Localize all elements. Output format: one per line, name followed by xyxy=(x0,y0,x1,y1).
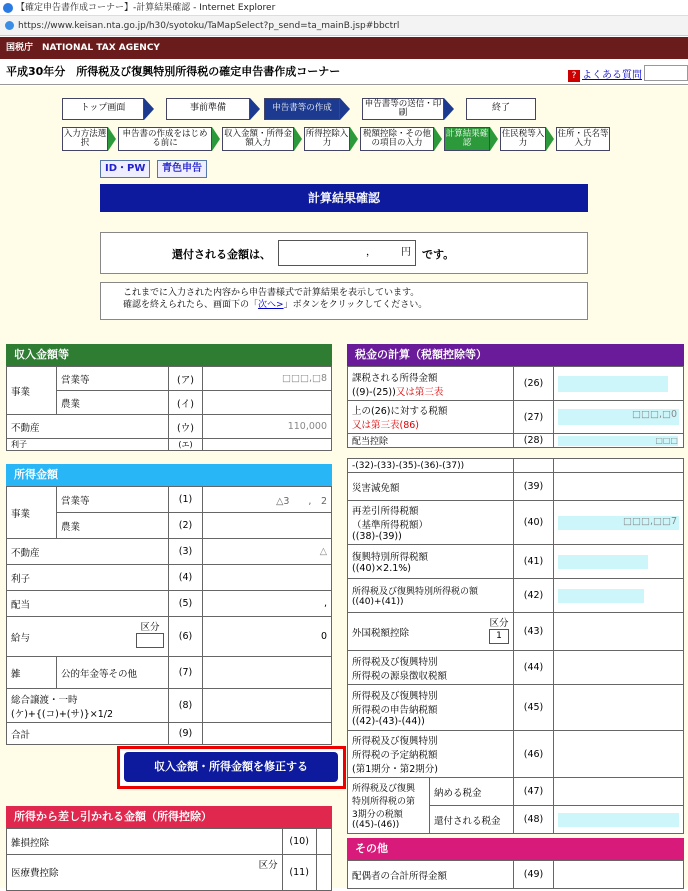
note-text: 確認を終えられたら、画面下の「 xyxy=(123,299,259,310)
kubun-label: 区分 xyxy=(489,618,509,629)
table-cell: (ウ) xyxy=(169,415,203,439)
table-cell: 配当控除 xyxy=(348,434,514,448)
value-highlight xyxy=(558,813,679,827)
table-row xyxy=(7,855,332,891)
note-line2 xyxy=(123,300,587,312)
table-row xyxy=(7,591,332,617)
table-cell: 農業 xyxy=(57,513,169,539)
instruction-note xyxy=(100,282,588,320)
table-cell xyxy=(7,617,169,657)
step-prepare[interactable] xyxy=(166,98,250,120)
table-cell: (9) xyxy=(169,723,203,745)
table-cell: (10) xyxy=(282,829,316,855)
step-arrow-icon xyxy=(444,98,454,120)
table-row xyxy=(348,401,684,434)
table-row xyxy=(348,434,684,448)
table-cell: 所得税及び復興特別 所得税の予定納税額 (第1期分・第2期分) xyxy=(348,731,514,778)
value-cell xyxy=(203,513,332,539)
kubun-label: 区分 xyxy=(140,622,160,633)
value-cell xyxy=(554,651,684,685)
substep-input-method[interactable] xyxy=(62,127,108,151)
kubun-label: 区分 xyxy=(258,860,278,871)
value-cell xyxy=(554,778,684,806)
table-cell: -(32)-(33)-(35)-(36)-(37)) xyxy=(348,459,514,473)
substep-resident-tax[interactable] xyxy=(500,127,546,151)
blue-return-badge[interactable]: 青色申告 xyxy=(157,160,207,178)
row-label: ((9)-(25)) xyxy=(352,386,396,398)
table-row xyxy=(7,539,332,565)
tax-table-final xyxy=(347,777,684,834)
table-cell: 所得税及び復興特別 所得税の申告納税額 ((42)-(43)-(44)) xyxy=(348,685,514,731)
table-cell: 不動産 xyxy=(7,415,169,439)
table-cell: 雑 xyxy=(7,657,57,689)
value-cell xyxy=(203,565,332,591)
substep-label: 収入金額・所得金額入力 xyxy=(223,128,292,148)
table-cell: 還付される税金 xyxy=(430,806,514,834)
table-row xyxy=(7,439,332,451)
table-cell: 総合譲渡・一時 (ケ)+{(コ)+(サ)}×1/2 xyxy=(7,689,169,723)
faq-link[interactable] xyxy=(568,66,642,82)
step-label: 事前準備 xyxy=(189,103,226,114)
row-label: 外国税額控除 xyxy=(352,627,410,639)
table-cell: (43) xyxy=(514,613,554,651)
help-icon: ? xyxy=(568,70,580,82)
row-label: 給与 xyxy=(11,632,31,644)
table-cell: 営業等 xyxy=(57,367,169,391)
table-cell: (2) xyxy=(169,513,203,539)
income-section xyxy=(6,344,332,451)
value-cell xyxy=(554,731,684,778)
kubun-group xyxy=(136,619,164,651)
table-row xyxy=(7,617,332,657)
tax-section-cont xyxy=(347,458,684,834)
substep-label: 申告書の作成をはじめる前に xyxy=(122,128,208,148)
table-cell: (42) xyxy=(514,579,554,613)
window-titlebar xyxy=(0,0,688,16)
table-row xyxy=(348,579,684,613)
table-cell: (エ) xyxy=(169,439,203,451)
substep-address-name[interactable] xyxy=(556,127,610,151)
step-arrow-icon xyxy=(250,98,260,120)
value-cell: , xyxy=(203,591,332,617)
table-cell: (41) xyxy=(514,545,554,579)
table-cell: (27) xyxy=(514,401,554,434)
table-row xyxy=(348,501,684,545)
value-cell: 0 xyxy=(203,617,332,657)
fix-income-button[interactable]: 収入金額・所得金額を修正する xyxy=(124,752,338,782)
table-cell: 合計 xyxy=(7,723,169,745)
substep-arrow-icon xyxy=(490,127,498,151)
table-cell: 事業 xyxy=(7,487,57,539)
row-label: 医療費控除 xyxy=(11,868,59,879)
table-row xyxy=(348,861,684,889)
step-label: トップ画面 xyxy=(80,103,126,114)
substep-arrow-icon xyxy=(546,127,554,151)
substep-arrow-icon xyxy=(294,127,302,151)
table-row xyxy=(7,487,332,513)
note-text: 」ボタンをクリックしてください。 xyxy=(283,299,428,310)
table-cell: 災害減免額 xyxy=(348,473,514,501)
agency-logo: 国税庁 NATIONAL TAX AGENCY xyxy=(6,43,160,53)
substep-label: 計算結果確認 xyxy=(445,128,489,148)
shotoku-header: 所得金額 xyxy=(6,464,332,486)
deduction-section xyxy=(6,806,332,891)
substep-label: 税額控除・その他の項目の入力 xyxy=(362,128,431,148)
value-cell xyxy=(203,391,332,415)
value-highlight: □□□ xyxy=(558,436,678,446)
deduction-table xyxy=(6,828,332,891)
row-label-red: 又は第三表(86) xyxy=(352,420,420,431)
value-cell xyxy=(554,367,684,401)
substep-tax-credit-input[interactable] xyxy=(360,127,434,151)
table-cell: (26) xyxy=(514,367,554,401)
table-cell: (40) xyxy=(514,501,554,545)
table-row xyxy=(7,689,332,723)
value-highlight: □□□,□□7 xyxy=(558,516,679,530)
table-cell: (48) xyxy=(514,806,554,834)
table-cell xyxy=(7,855,283,891)
table-cell xyxy=(514,459,554,473)
substep-label: 入力方法選択 xyxy=(63,128,107,148)
table-row xyxy=(348,459,684,473)
idpw-badge[interactable]: ID・PW xyxy=(100,160,150,178)
value-cell xyxy=(554,401,684,434)
table-row xyxy=(7,829,332,855)
other-header: その他 xyxy=(347,838,684,860)
value-cell xyxy=(554,613,684,651)
table-cell: 納める税金 xyxy=(430,778,514,806)
substep-label: 住民税等入力 xyxy=(501,128,545,148)
kubun-field[interactable]: 1 xyxy=(489,629,509,644)
row-label: 課税される所得金額 xyxy=(352,372,438,384)
table-cell: 農業 xyxy=(57,391,169,415)
step-label: 申告書等の送信・印刷 xyxy=(364,98,442,118)
table-cell: (8) xyxy=(169,689,203,723)
value-highlight: □□□,□0 xyxy=(558,409,679,425)
tax-header: 税金の計算（税額控除等） xyxy=(347,344,684,366)
address-bar[interactable] xyxy=(0,16,688,36)
value-highlight xyxy=(558,376,668,392)
income-header: 収入金額等 xyxy=(6,344,332,366)
table-row xyxy=(7,367,332,391)
substep-nav xyxy=(62,127,610,151)
table-row xyxy=(7,565,332,591)
table-cell: (3) xyxy=(169,539,203,565)
substep-label: 所得控除入力 xyxy=(305,128,349,148)
table-row xyxy=(7,657,332,689)
other-table xyxy=(347,860,684,889)
table-row xyxy=(348,613,684,651)
table-cell: (イ) xyxy=(169,391,203,415)
substep-arrow-icon xyxy=(212,127,220,151)
faq-label[interactable]: よくある質問 xyxy=(582,70,642,81)
step-arrow-icon xyxy=(144,98,154,120)
calc-title: 計算結果確認 xyxy=(100,184,588,212)
table-cell: 配偶者の合計所得金額 xyxy=(348,861,514,889)
step-nav xyxy=(62,98,536,120)
value-cell xyxy=(554,806,684,834)
value-cell xyxy=(554,545,684,579)
note-line1: これまでに入力された内容から申告書様式で計算結果を表示しています。 xyxy=(123,288,420,298)
value-cell xyxy=(554,685,684,731)
value-cell xyxy=(203,689,332,723)
table-cell: (46) xyxy=(514,731,554,778)
table-cell: (47) xyxy=(514,778,554,806)
table-cell: (45) xyxy=(514,685,554,731)
value-cell xyxy=(203,723,332,745)
ie-icon xyxy=(3,3,13,13)
table-cell: (28) xyxy=(514,434,554,448)
table-row xyxy=(348,545,684,579)
value-cell: △3 , 2 xyxy=(203,487,332,513)
table-cell: 所得税及び復興特別 所得税の源泉徴収税額 xyxy=(348,651,514,685)
value-highlight xyxy=(558,555,648,569)
income-table xyxy=(6,366,332,451)
value-cell: 110,000 xyxy=(203,415,332,439)
row-label-red: 又は第三表 xyxy=(395,386,444,398)
table-cell: 利子 xyxy=(7,565,169,591)
table-row xyxy=(7,415,332,439)
address-url[interactable]: https://www.keisan.nta.go.jp/h30/syotoku/TaMapSelect?p_send=ta_mainB.jsp#bbctrl xyxy=(18,21,400,31)
row-label: 上の(26)に対する税額 xyxy=(352,406,448,417)
value-cell xyxy=(554,861,684,889)
value-cell xyxy=(203,657,332,689)
substep-arrow-icon xyxy=(350,127,358,151)
step-label: 終了 xyxy=(491,103,510,114)
table-cell: (7) xyxy=(169,657,203,689)
next-link[interactable]: 次へ> xyxy=(258,299,284,310)
tax-section xyxy=(347,344,684,448)
refund-suffix: です。 xyxy=(422,248,455,261)
window-title: 【確定申告書作成コーナー】-計算結果確認 - Internet Explorer xyxy=(16,3,276,13)
value-cell xyxy=(554,434,684,448)
table-cell: 所得税及び復興特別所得税の額 ((40)+(41)) xyxy=(348,579,514,613)
step-top[interactable] xyxy=(62,98,144,120)
tax-table-top xyxy=(347,366,684,448)
step-send[interactable] xyxy=(362,98,444,120)
substep-label: 住所・氏名等入力 xyxy=(557,128,609,148)
value-cell xyxy=(316,855,331,891)
table-cell xyxy=(348,401,514,434)
search-input[interactable] xyxy=(644,65,688,81)
table-cell: (1) xyxy=(169,487,203,513)
table-cell: 雑損控除 xyxy=(7,829,283,855)
table-cell: 営業等 xyxy=(57,487,169,513)
site-icon xyxy=(5,21,14,30)
table-cell: (ア) xyxy=(169,367,203,391)
table-cell: 配当 xyxy=(7,591,169,617)
table-cell: 所得税及び復興 特別所得税の第 3期分の税額 ((45)-(46)) xyxy=(348,778,430,834)
table-cell: 利子 xyxy=(7,439,169,451)
refund-label: 還付される金額は、 xyxy=(172,248,271,261)
kubun-group xyxy=(489,615,509,644)
table-cell xyxy=(348,367,514,401)
substep-arrow-icon xyxy=(108,127,116,151)
table-row xyxy=(348,778,684,806)
step-label: 申告書等の作成 xyxy=(272,103,332,114)
table-cell: 公的年金等その他 xyxy=(57,657,169,689)
table-cell: 復興特別所得税額 ((40)×2.1%) xyxy=(348,545,514,579)
table-cell: (5) xyxy=(169,591,203,617)
value-cell xyxy=(554,473,684,501)
table-cell: (49) xyxy=(514,861,554,889)
substep-income-input[interactable] xyxy=(222,127,294,151)
table-cell: (11) xyxy=(282,855,316,891)
step-finish[interactable] xyxy=(466,98,536,120)
tax-table xyxy=(347,458,684,778)
table-cell: (39) xyxy=(514,473,554,501)
value-cell: □□□,□8 xyxy=(203,367,332,391)
table-cell: 事業 xyxy=(7,367,57,415)
value-cell: △ xyxy=(203,539,332,565)
step-arrow-icon xyxy=(340,98,350,120)
step-create[interactable] xyxy=(264,98,340,120)
table-row xyxy=(348,367,684,401)
agency-bar xyxy=(0,37,688,59)
table-row xyxy=(348,685,684,731)
table-cell: 不動産 xyxy=(7,539,169,565)
substep-arrow-icon xyxy=(434,127,442,151)
value-highlight xyxy=(558,589,644,603)
value-cell xyxy=(316,829,331,855)
table-row xyxy=(348,651,684,685)
value-cell xyxy=(554,501,684,545)
shotoku-section xyxy=(6,464,332,745)
page-title: 平成30年分 所得税及び復興特別所得税の確定申告書作成コーナー xyxy=(6,65,341,78)
table-cell: (44) xyxy=(514,651,554,685)
other-section xyxy=(347,838,684,889)
shotoku-table xyxy=(6,486,332,745)
deduction-header: 所得から差し引かれる金額（所得控除） xyxy=(6,806,332,828)
value-cell xyxy=(554,579,684,613)
value-cell xyxy=(203,439,332,451)
table-cell: (4) xyxy=(169,565,203,591)
substep-before-start[interactable] xyxy=(118,127,212,151)
value-cell xyxy=(554,459,684,473)
table-row xyxy=(348,731,684,778)
table-row xyxy=(7,723,332,745)
refund-amount-field: ， 円 xyxy=(278,240,416,266)
kubun-field[interactable] xyxy=(136,633,164,648)
substep-calc-result[interactable] xyxy=(444,127,490,151)
table-cell: (6) xyxy=(169,617,203,657)
table-cell: 再差引所得税額 （基準所得税額） ((38)-(39)) xyxy=(348,501,514,545)
table-cell xyxy=(348,613,514,651)
substep-deduction-input[interactable] xyxy=(304,127,350,151)
table-row xyxy=(348,473,684,501)
